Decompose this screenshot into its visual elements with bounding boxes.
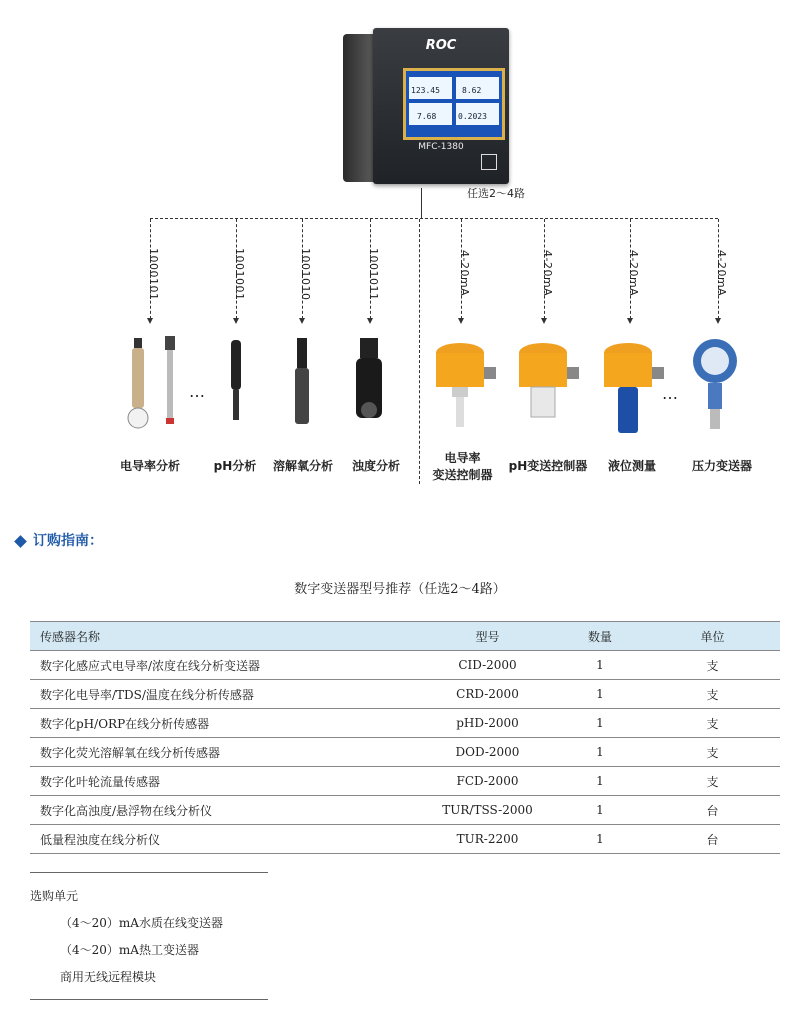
table-caption: 数字变送器型号推荐（任选2～4路） [294, 582, 506, 597]
dissolved-oxygen-sensor-icon [295, 338, 309, 424]
arrow-icon [147, 318, 153, 324]
order-table [30, 621, 780, 854]
route-note: 任选2～4路 [467, 187, 525, 200]
pressure-transmitter-icon [693, 339, 737, 429]
device-front-panel [373, 28, 509, 184]
conductivity-sensor-icon [128, 336, 175, 428]
conductivity-transmitter-icon [436, 343, 496, 427]
arrow-icon [541, 318, 547, 324]
sensor-label-ph-transmitter: pH变送控制器 [508, 459, 588, 473]
optional-units-title: 选购单元 [30, 889, 79, 903]
left-sensors-illustration [120, 330, 420, 435]
ph-sensor-icon [231, 340, 241, 420]
arrow-icon [233, 318, 239, 324]
screen-value-2: 8.62 [462, 86, 482, 95]
header-model: 型号 [420, 622, 555, 651]
channel-code-4: 1001011 [367, 248, 380, 301]
header-sensor-name: 传感器名称 [30, 622, 420, 651]
sensor-label-turbidity: 浊度分析 [351, 459, 400, 473]
table-header-row [30, 622, 780, 651]
device-screen [403, 68, 505, 140]
channel-code-7: 4-20mA [627, 250, 640, 297]
device-model-label: MFC-1380 [418, 142, 464, 152]
channel-code-1: 1000101 [147, 248, 160, 301]
header-quantity: 数量 [555, 622, 645, 651]
screen-value-4: 0.2023 [458, 112, 487, 121]
channel-code-6: 4-20mA [541, 250, 554, 297]
turbidity-sensor-icon [356, 338, 382, 418]
edit-icon [481, 154, 497, 170]
arrow-icon [715, 318, 721, 324]
screen-value-3: 7.68 [417, 112, 437, 121]
table-row: 数字化电导率/TDS/温度在线分析传感器 CRD-2000 1 支 [30, 680, 780, 709]
device-brand-logo: ROC [425, 38, 457, 53]
ph-transmitter-icon [519, 343, 579, 417]
right-sensors-illustration [428, 335, 748, 440]
table-row: 低量程浊度在线分析仪 TUR-2200 1 台 [30, 825, 780, 854]
sensor-label-conductivity-transmitter: 电导率 变送控制器 [432, 451, 493, 482]
channel-code-3: 1001010 [299, 248, 312, 301]
screen-value-1: 123.45 [411, 86, 440, 95]
arrow-icon [627, 318, 633, 324]
table-row: 数字化感应式电导率/浓度在线分析变送器 CID-2000 1 支 [30, 651, 780, 680]
arrow-icon [458, 318, 464, 324]
main-connector [421, 188, 422, 218]
table-row: 数字化荧光溶解氧在线分析传感器 DOD-2000 1 支 [30, 738, 780, 767]
channel-code-5: 4-20mA [458, 250, 471, 297]
diamond-bullet-icon [14, 535, 27, 548]
sensor-label-pressure: 压力变送器 [691, 459, 752, 473]
arrow-icon [367, 318, 373, 324]
optional-unit-item: （4～20）mA热工变送器 [60, 943, 199, 957]
ellipsis-left: … [189, 382, 207, 401]
level-sensor-icon [604, 343, 664, 433]
table-row: 数字化叶轮流量传感器 FCD-2000 1 支 [30, 767, 780, 796]
table-row: 数字化高浊度/悬浮物在线分析仪 TUR/TSS-2000 1 台 [30, 796, 780, 825]
header-unit: 单位 [645, 622, 780, 651]
controller-device-image [343, 28, 511, 188]
sensor-label-conductivity: 电导率分析 [119, 459, 180, 473]
section-title: 订购指南： [16, 530, 103, 550]
sensor-label-level: 液位测量 [607, 459, 656, 473]
channel-code-2: 1001001 [233, 248, 246, 301]
table-row: 数字化pH/ORP在线分析传感器 pHD-2000 1 支 [30, 709, 780, 738]
channel-code-8: 4-20mA [715, 250, 728, 297]
optional-units [30, 872, 268, 1000]
ellipsis-right: … [662, 384, 680, 403]
sensor-label-dissolved-oxygen: 溶解氧分析 [272, 459, 333, 473]
optional-unit-item: （4～20）mA水质在线变送器 [60, 916, 223, 930]
sensor-label-ph: pH分析 [213, 459, 257, 473]
arrow-icon [299, 318, 305, 324]
optional-unit-item: 商用无线远程模块 [60, 970, 157, 984]
